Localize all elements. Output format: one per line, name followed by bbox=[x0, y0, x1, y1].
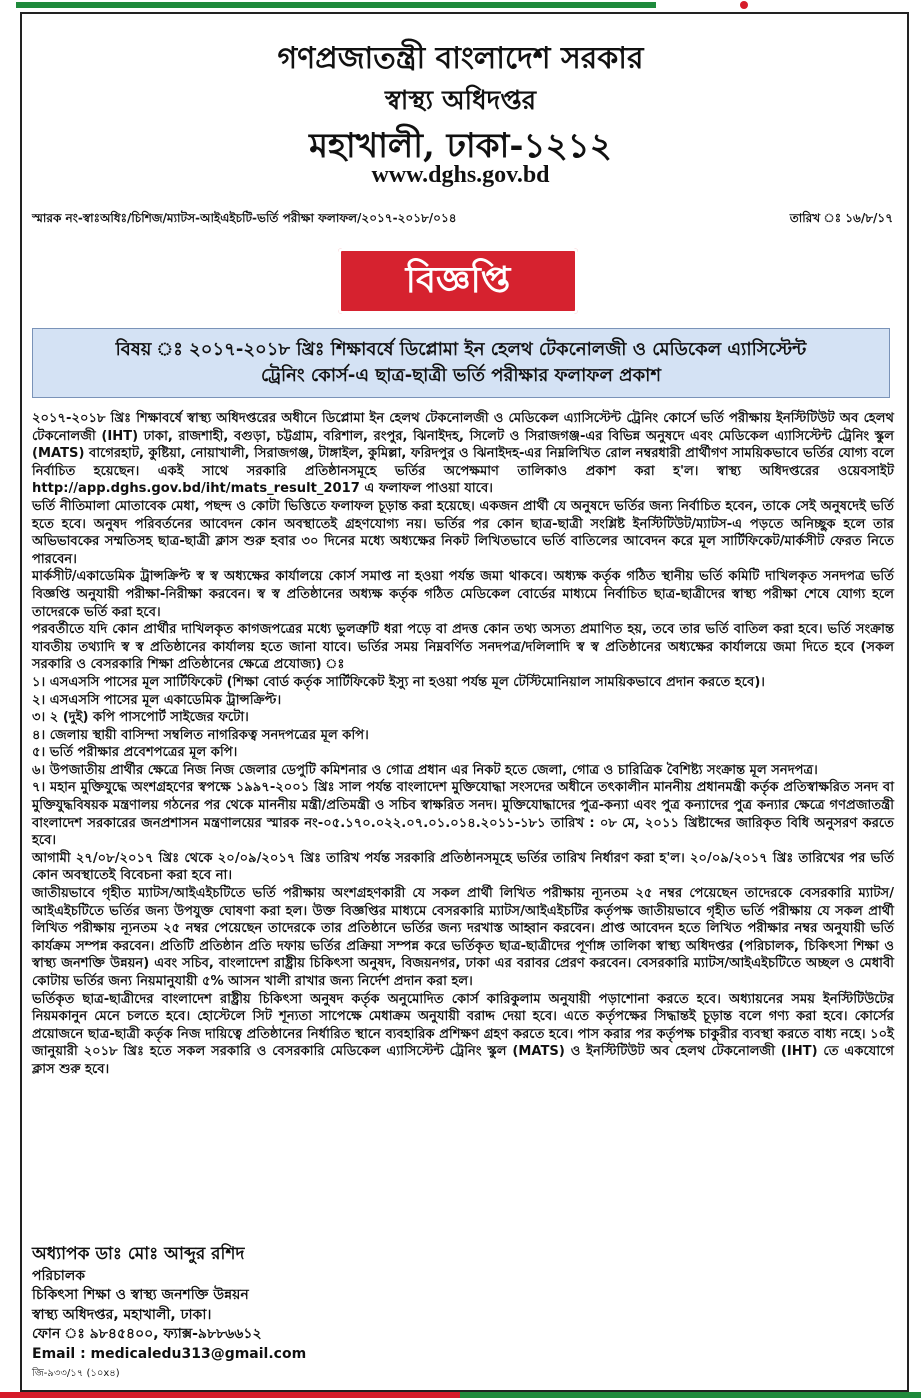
govt-title: গণপ্রজাতন্ত্রী বাংলাদেশ সরকার bbox=[277, 41, 644, 76]
paragraph-private-institutes: জাতীয়ভাবে গৃহীত ম্যাটস/আইএইচটিতে ভর্তি পরীক্ষায় অংশগ্রহণকারী যে সকল প্রার্থী লিখিত পরীক্ষায় ন্যূনতম ২৫ নম্বর পেয়েছেন তাদেরকে বেসরকারি ম্যাটস/আইএইচটিতে ভর্তির জন্য উপযুক্ত ঘোষণা করা হল। উক্ত বিজ্ঞপ্তির মাধ্যমে বেসরকারি ম্যাটস/আইএইচটির কর্তৃপক্ষ জাতীয়ভাবে গৃহীত ভর্তি পরীক্ষায় যে সকল প্রার্থী লিখিত পরীক্ষায় ন্যূনতম ২৫ নম্বর পেয়েছেন তাদেরকে তার প্রতিষ্ঠানে ভর্তির জন্য দরখাস্ত আহ্বান করবেন। প্রাপ্ত আবেদন হতে লিখিত পরীক্ষার নম্বর অনুযায়ী ভর্তি কার্যক্রম সম্পন্ন করবেন। প্রতিটি প্রতিষ্ঠান প্রতি দফায় ভর্তির প্রক্রিয়া সম্পন্ন করে ভর্তিকৃত ছাত্র-ছাত্রীদের পূর্ণাঙ্গ তালিকা স্বাস্থ্য অধিদপ্তর (পরিচালক, চিকিৎসা শিক্ষা ও স্বাস্থ্য জনশক্তি উন্নয়ন) এবং সচিব, বাংলাদেশ রাষ্ট্রীয় চিকিৎসা অনুষদ, বিজয়নগর, ঢাকা এর বরাবর প্রেরণ করবেন। বেসরকারি ম্যাটস/আইএইচটিতে অচ্ছল ও মেধাবী কোটায় ভর্তির জন্য নিয়মানুযায়ী ৫% আসন খালী রাখার জন্য নির্দেশ প্রদান করা হল। bbox=[32, 886, 894, 989]
document-item-7: ৭। মহান মুক্তিযুদ্ধে অংশগ্রহণের স্বপক্ষে ১৯৯৭-২০০১ খ্রিঃ সাল পর্যন্ত বাংলাদেশ মুক্তিযোদ্ধা সংসদের অধীনে তৎকালীন মাননীয় প্রধানমন্ত্রী কর্তৃক প্রতিস্বাক্ষরিত সনদ বা মুক্তিযুদ্ধবিষয়ক মন্ত্রণালয় গঠনের পর থেকে মাননীয় মন্ত্রী/প্রতিমন্ত্রী ও সচিব স্বাক্ষরিত সনদ। মুক্তিযোদ্ধাদের পুত্র-কন্যা এবং পুত্র কন্যাদের পুত্র কন্যার ক্ষেত্রে গণপ্রজাতন্ত্রী বাংলাদেশ সরকারের জনপ্রশাসন মন্ত্রণালয়ের স্মারক নং-০৫.১৭০.০২২.০৭.০১.০১৪.২০১১-১৮১ তারিখ : ০৮ মে, ২০১১ খ্রিষ্টাব্দের জারিকৃত বিধি অনুসরণ করতে হবে। bbox=[32, 780, 894, 849]
bottom-color-bar bbox=[0, 1392, 921, 1398]
document-item-3: ৩। ২ (দুই) কপি পাসপোর্ট সাইজের ফটো। bbox=[32, 710, 249, 726]
signatory-name: অধ্যাপক ডাঃ মোঃ আব্দুর রশিদ bbox=[32, 1244, 245, 1264]
top-green-stripe bbox=[16, 2, 656, 8]
signatory-email[interactable]: Email : medicaledu313@gmail.com bbox=[32, 1345, 307, 1362]
subject-line-2: ট্রেনিং কোর্স-এ ছাত্র-ছাত্রী ভর্তি পরীক্ষার ফলাফল প্রকাশ bbox=[260, 365, 662, 386]
paragraph-documents: পরবর্তীতে যদি কোন প্রার্থীর দাখিলকৃত কাগজপত্রের মধ্যে ভুলত্রুটি ধরা পড়ে বা প্রদত্ত কোন তথ্য অসত্য প্রমাণিত হয়, তবে তার ভর্তি বাতিল করা হবে। ভর্তি সংক্রান্ত যাবতীয় তথ্যাদি স্ব স্ব প্রতিষ্ঠানের কার্যালয় হতে জানা যাবে। ভর্তির সময় নিম্নবর্ণিত সনদপত্র/দলিলাদি স্ব স্ব প্রতিষ্ঠানের অধ্যক্ষের কার্যালয়ে জমা দিতে হবে (সকল সরকারি ও বেসরকারি শিক্ষা প্রতিষ্ঠানের ক্ষেত্রে প্রযোজ্য) ঃ bbox=[32, 622, 894, 673]
top-red-dot bbox=[740, 1, 748, 9]
address-title: মহাখালী, ঢাকা-১২১২ bbox=[309, 126, 612, 166]
memo-date: তারিখ ঃ ১৬/৮/১৭ bbox=[789, 211, 893, 225]
bottom-red-stripe bbox=[0, 1392, 460, 1398]
top-color-bar bbox=[0, 0, 921, 10]
signatory-department: চিকিৎসা শিক্ষা ও স্বাস্থ্য জনশক্তি উন্নয়ন bbox=[32, 1287, 249, 1303]
signatory-office: স্বাস্থ্য অধিদপ্তর, মহাখালী, ঢাকা। bbox=[32, 1306, 212, 1323]
website-link[interactable]: www.dghs.gov.bd bbox=[371, 162, 550, 188]
directorate-title: স্বাস্থ্য অধিদপ্তর bbox=[384, 86, 537, 116]
paragraph-intro: ২০১৭-২০১৮ খ্রিঃ শিক্ষাবর্ষে স্বাস্থ্য অধিদপ্তরের অধীনে ডিপ্লোমা ইন হেলথ টেকনোলজী ও মেডিকেল এ্যাসিস্টেন্ট ট্রেনিং কোর্সে ভর্তি পরীক্ষায় ইনস্টিটিউট অব হেলথ টেকনোলজী (IHT) ঢাকা, রাজশাহী, বগুড়া, চট্টগ্রাম, বরিশাল, রংপুর, ঝিনাইদহ, সিলেট ও সিরাজগঞ্জ-এর বিভিন্ন অনুষদে এবং মেডিকেল এ্যাসিস্টেন্ট ট্রেনিং স্কুল (MATS) বাগেরহাট, কুষ্টিয়া, নোয়াখালী, সিরাজগঞ্জ, টাঙ্গাইল, কুমিল্লা, ফরিদপুর ও ঝিনাইদহ-এর নিম্নলিখিত রোল নম্বরধারী প্রার্থীগণ সাময়িকভাবে ভর্তির যোগ্য বলে নির্বাচিত হয়েছেন। একই সাথে সরকারি প্রতিষ্ঠানসমূহে ভর্তির অপেক্ষমাণ তালিকাও প্রকাশ করা হ'ল। স্বাস্থ্য অধিদপ্তরের ওয়েবসাইট http://app.dghs.gov.bd/iht/mats_result_2017 এ ফলাফল পাওয়া যাবে। bbox=[32, 411, 895, 497]
document-item-4: ৪। জেলায় স্থায়ী বাসিন্দা সম্বলিত নাগরিকত্ব সনদপত্রের মূল কপি। bbox=[32, 727, 369, 743]
publication-ref: জি-৯৩৩/১৭ (১০x৪) bbox=[32, 1368, 120, 1379]
signature-block bbox=[32, 1245, 306, 1384]
subject-box bbox=[32, 328, 890, 398]
paragraph-rules: ভর্তিকৃত ছাত্র-ছাত্রীদের বাংলাদেশ রাষ্ট্রীয় চিকিৎসা অনুষদ কর্তৃক অনুমোদিত কোর্স কারিকুলাম অনুযায়ী পড়াশোনা করতে হবে। অধ্যায়নের সময় ইনস্টিটিউটের নিয়মকানুন মেনে চলতে হবে। হোস্টেলে সিট শূন্যতা সাপেক্ষে মেধাক্রম অনুযায়ী বরাদ্দ দেয়া হবে। এতে কর্তৃপক্ষের সিদ্ধান্তই চূড়ান্ত বলে গণ্য করা হবে। কোর্সের প্রয়োজনে ছাত্র-ছাত্রী কর্তৃক নিজ দায়িত্বে প্রতিষ্ঠানের নির্ধারিত স্থানে ব্যবহারিক প্রশিক্ষণ গ্রহণ করতে হবে। পাস করার পর কর্তৃপক্ষ চাকুরীর ব্যবস্থা করতে বাধ্য নহে। ১০ই জানুয়ারী ২০১৮ খ্রিঃ হতে সকল সরকারি ও বেসরকারি মেডিকেল এ্যাসিস্টেন্ট ট্রেনিং স্কুল (MATS) ও ইনস্টিটিউট অব হেলথ টেকনোলজী (IHT) তে একযোগে ক্লাস শুরু হবে। bbox=[32, 991, 894, 1077]
paragraph-marksheet: মার্কসীট/একাডেমিক ট্রান্সক্রিপ্ট স্ব স্ব অধ্যক্ষের কার্যালয়ে কোর্স সমাপ্ত না হওয়া পর্যন্ত জমা থাকবে। অধ্যক্ষ কর্তৃক গঠিত স্থানীয় ভর্তি কমিটি দাখিলকৃত সনদপত্র ভর্তি বিজ্ঞপ্তি অনুযায়ী পরীক্ষা-নিরীক্ষা করবেন। স্ব স্ব প্রতিষ্ঠানের অধ্যক্ষ কর্তৃক গঠিত মেডিকেল বোর্ডের মাধ্যমে নির্বাচিত ছাত্র-ছাত্রীদের স্বাস্থ্য পরীক্ষা শেষে যোগ্য হলে তাদেরকে ভর্তি করা হবে। bbox=[32, 569, 894, 620]
memo-number: স্মারক নং-স্বাঃঅধিঃ/চিশিজ/ম্যাটস-আইএইচটি-ভর্তি পরীক্ষা ফলাফল/২০১৭-২০১৮/০১৪ bbox=[32, 211, 457, 225]
document-item-2: ২। এসএসসি পাসের মূল একাডেমিক ট্রান্সক্রিপ্ট। bbox=[32, 692, 282, 708]
signatory-designation: পরিচালক bbox=[32, 1267, 86, 1284]
document-item-5: ৫। ভর্তি পরীক্ষার প্রবেশপত্রের মূল কপি। bbox=[32, 745, 238, 761]
subject-line-1: বিষয় ঃ ২০১৭-২০১৮ খ্রিঃ শিক্ষাবর্ষে ডিপ্লোমা ইন হেলথ টেকনোলজী ও মেডিকেল এ্যাসিস্টেন্ট bbox=[115, 339, 807, 360]
notice-title-badge: বিজ্ঞপ্তি bbox=[338, 248, 578, 314]
notice-body bbox=[32, 410, 894, 1079]
paragraph-admission-policy: ভর্তি নীতিমালা মোতাবেক মেধা, পছন্দ ও কোটা ভিত্তিতে ফলাফল চূড়ান্ত করা হয়েছে। একজন প্রার্থী যে অনুষদে ভর্তির জন্য নির্বাচিত হবেন, তাকে সেই অনুষদেই ভর্তি হতে হবে। অনুষদ পরিবর্তনের আবেদন কোন অবস্থাতেই গ্রহণযোগ্য নয়। ভর্তির পর কোন ছাত্র-ছাত্রী সংশ্লিষ্ট ইনস্টিটিউট/ম্যাটস-এ পড়তে অনিচ্ছুক হলে তার অভিভাবকের সম্মতিসহ ছাত্র-ছাত্রী ক্লাস শুরু হবার ৩০ দিনের মধ্যে অধ্যক্ষের নিকট লিখিতভাবে ভর্তি বাতিলের আবেদন করে মূল সার্টিফিকেট/মার্কসীট ফেরত নিতে পারবেন। bbox=[32, 498, 894, 567]
document-item-6: ৬। উপজাতীয় প্রার্থীর ক্ষেত্রে নিজ নিজ জেলার ডেপুটি কমিশনার ও গোত্র প্রধান এর নিকট হতে জেলা, গোত্র ও চারিত্রিক বৈশিষ্ট্য সংক্রান্ত মূল সনদপত্র। bbox=[32, 762, 818, 778]
signatory-phone: ফোন ঃ ৯৮৪৫৪০০, ফ্যাক্স-৯৮৮৬৬১২ bbox=[32, 1326, 262, 1342]
paragraph-admission-dates: আগামী ২৭/০৮/২০১৭ খ্রিঃ থেকে ২০/০৯/২০১৭ খ্রিঃ তারিখ পর্যন্ত সরকারি প্রতিষ্ঠানসমূহে ভর্তির তারিখ নির্ধারণ করা হ'ল। ২০/০৯/২০১৭ খ্রিঃ তারিখের পর ভর্তি কোন অবস্থাতেই বিবেচনা করা হবে না। bbox=[32, 850, 894, 884]
document-item-1: ১। এসএসসি পাসের মূল সার্টিফিকেট (শিক্ষা বোর্ড কর্তৃক সার্টিফিকেট ইস্যু না হওয়া পর্যন্ত মূল টেস্টিমোনিয়াল সাময়িকভাবে প্রদান করতে হবে)। bbox=[32, 674, 765, 690]
